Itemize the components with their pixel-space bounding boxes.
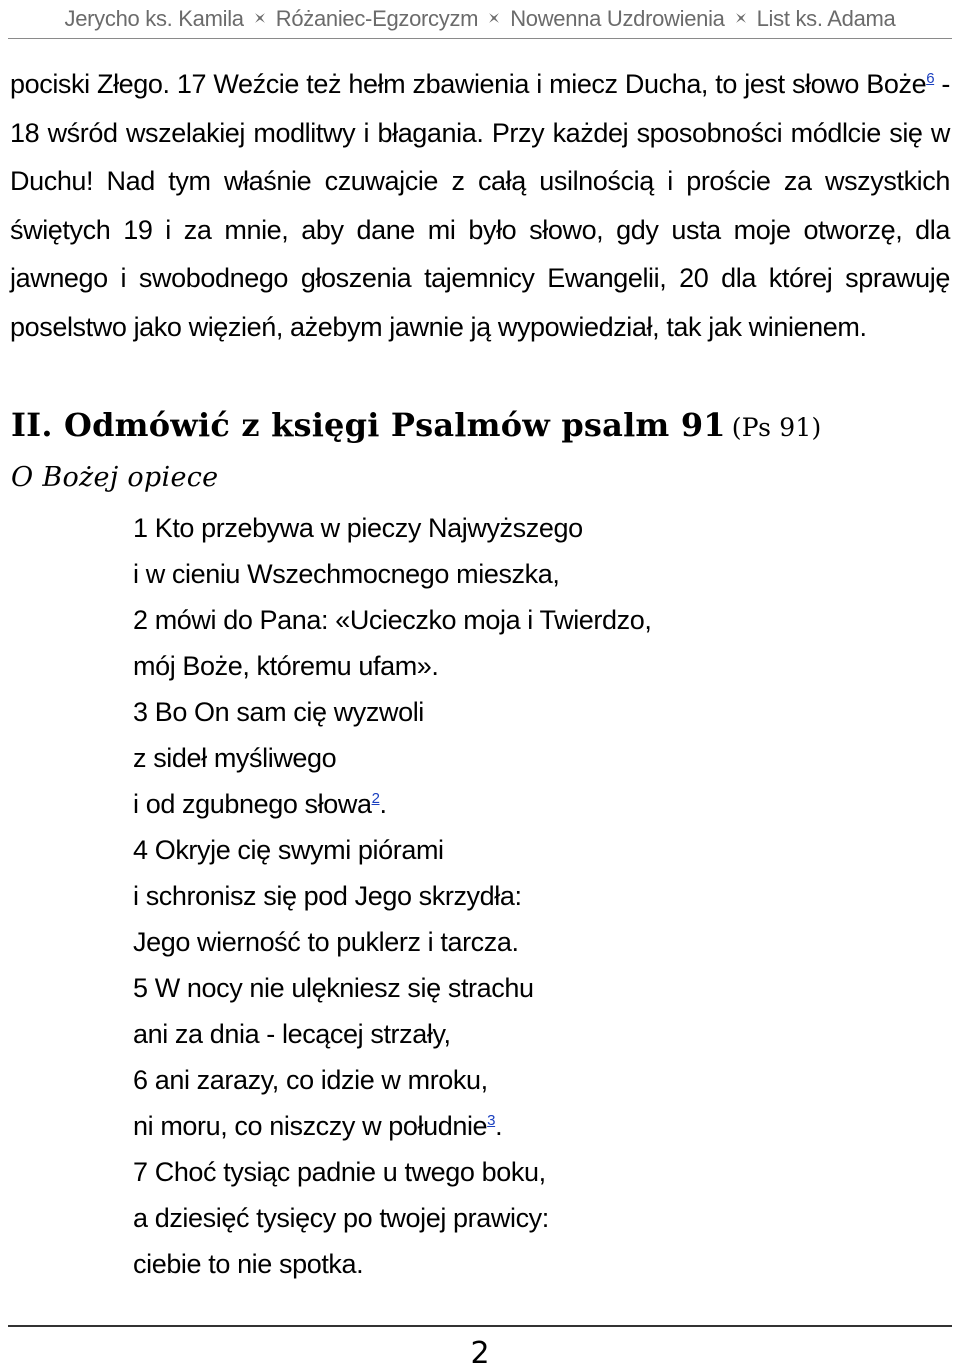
verse-line xyxy=(133,643,651,689)
verse-line xyxy=(133,1103,651,1149)
verse-line xyxy=(133,1149,651,1195)
paragraph-text-2: - 18 wśród wszelakiej modlitwy i błagania. Przy każdej sposobności módlcie się w Duchu! Nad tym właśnie czuwajcie z całą usilnością i proście za wszystkich świętych 19 i za mnie, aby dane mi było słowo, gdy usta moje otworzę, dla jawnego i swobodnego głoszenia tajemnicy Ewangelii, 20 dla której sprawuję poselstwo jako więzień, ażebym jawnie ją wypowiedział, tak jak winienem. xyxy=(10,69,950,342)
footnote-ref-6 xyxy=(926,70,934,87)
verse-line xyxy=(133,873,651,919)
verse-text: ni moru, co niszczy w południe xyxy=(133,1111,488,1141)
verse-line xyxy=(133,735,651,781)
footnote-ref xyxy=(372,790,380,807)
maltese-cross-icon xyxy=(253,11,267,25)
verse-line xyxy=(133,597,651,643)
footer-divider xyxy=(8,1325,952,1327)
header-item-jerycho: Jerycho ks. Kamila xyxy=(64,6,244,31)
header-item-rozaniec: Różaniec-Egzorcyzm xyxy=(275,6,479,31)
footnote-link[interactable]: 2 xyxy=(371,790,380,807)
verse-line xyxy=(133,781,651,827)
verse-line xyxy=(133,1011,651,1057)
verse-line xyxy=(133,1057,651,1103)
verse-text: i od zgubnego słowa xyxy=(133,789,372,819)
maltese-cross-icon xyxy=(487,11,501,25)
verse-line xyxy=(133,1195,651,1241)
footnote-ref xyxy=(487,1112,495,1129)
maltese-cross-icon xyxy=(734,11,748,25)
footnote-link-6[interactable]: 6 xyxy=(926,70,935,87)
verse-line xyxy=(133,689,651,735)
footnote-link[interactable]: 3 xyxy=(487,1112,496,1129)
psalm-reference: (Ps 91) xyxy=(731,413,822,442)
section-heading xyxy=(11,406,821,444)
verse-line xyxy=(133,1241,651,1287)
verse-text: i schronisz się pod Jego skrzydła: xyxy=(133,881,522,911)
verse-text: 6 ani zarazy, co idzie w mroku, xyxy=(133,1065,488,1095)
section-subtitle: O Bożej opiece xyxy=(11,462,219,493)
verse-text: 2 mówi do Pana: «Ucieczko moja i Twierdzo, xyxy=(133,605,652,635)
verse-punctuation: . xyxy=(379,789,387,819)
verse-line xyxy=(133,551,651,597)
psalm-verses xyxy=(133,505,651,1287)
verse-text: a dziesięć tysięcy po twojej prawicy: xyxy=(133,1203,549,1233)
verse-text: 3 Bo On sam cię wyzwoli xyxy=(133,697,424,727)
verse-punctuation: . xyxy=(495,1111,503,1141)
verse-line xyxy=(133,827,651,873)
verse-text: 5 W nocy nie ulękniesz się strachu xyxy=(133,973,534,1003)
running-header xyxy=(8,4,952,34)
verse-line xyxy=(133,505,651,551)
verse-text: 1 Kto przebywa w pieczy Najwyższego xyxy=(133,513,583,543)
verse-line xyxy=(133,965,651,1011)
verse-text: 7 Choć tysiąc padnie u twego boku, xyxy=(133,1157,546,1187)
header-item-nowenna: Nowenna Uzdrowienia xyxy=(510,6,725,31)
body-paragraph xyxy=(10,60,950,351)
section-heading-text: II. Odmówić z księgi Psalmów psalm 91 xyxy=(11,406,726,444)
verse-text: 4 Okryje cię swymi piórami xyxy=(133,835,444,865)
verse-text: i w cieniu Wszechmocnego mieszka, xyxy=(133,559,560,589)
header-item-list: List ks. Adama xyxy=(756,6,896,31)
verse-text: mój Boże, któremu ufam». xyxy=(133,651,439,681)
verse-line xyxy=(133,919,651,965)
verse-text: ciebie to nie spotka. xyxy=(133,1249,364,1279)
verse-text: Jego wierność to puklerz i tarcza. xyxy=(133,927,519,957)
paragraph-text-1: pociski Złego. 17 Weźcie też hełm zbawienia i miecz Ducha, to jest słowo Boże xyxy=(10,69,927,99)
header-divider xyxy=(8,38,952,39)
page-number: 2 xyxy=(470,1336,490,1371)
verse-text: ani za dnia - lecącej strzały, xyxy=(133,1019,451,1049)
verse-text: z sideł myśliwego xyxy=(133,743,337,773)
